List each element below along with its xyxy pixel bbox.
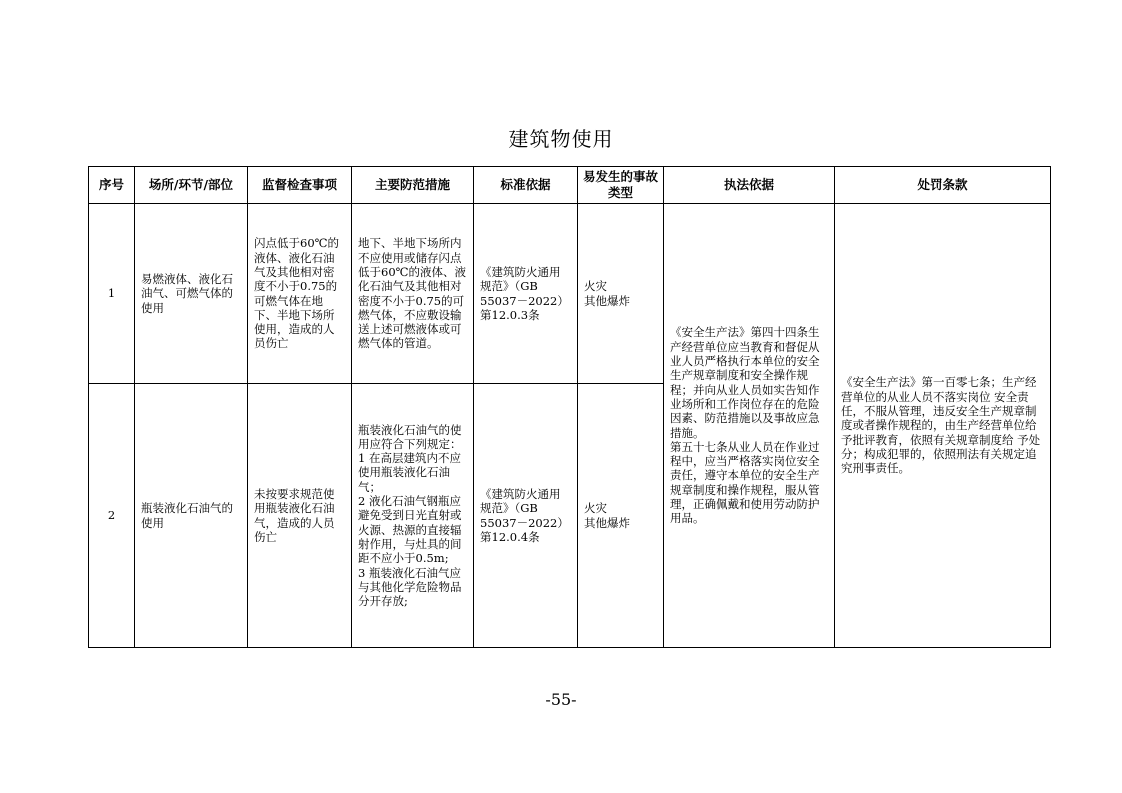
header-standard: 标准依据 bbox=[474, 167, 578, 204]
inspection-table bbox=[88, 166, 1051, 648]
row-inspection: 闪点低于60℃的液体、液化石油气及其他相对密度不小于0.75的可燃气体在地下、半地下场所使用，造成的人员伤亡 bbox=[248, 204, 352, 384]
row-index: 2 bbox=[89, 384, 135, 648]
penalty-cell: 《安全生产法》第一百零七条；生产经营单位的从业人员不落实岗位 安全责任，不服从管理，违反安全生产规章制度或者操作规程的，由生产经营单位给予批评教育，依照有关规章制度给 予处分；构成犯罪的，依照刑法有关规定追究刑事责任。 bbox=[835, 204, 1051, 648]
header-place: 场所/环节/部位 bbox=[135, 167, 248, 204]
row-inspection: 未按要求规范使用瓶装液化石油气，造成的人员伤亡 bbox=[248, 384, 352, 648]
row-standard: 《建筑防火通用规范》（GB 55037－2022）第12.0.3条 bbox=[474, 204, 578, 384]
header-penalty: 处罚条款 bbox=[835, 167, 1051, 204]
table-header-row bbox=[89, 167, 1051, 204]
page-title: 建筑物使用 bbox=[508, 127, 614, 151]
row-index: 1 bbox=[89, 204, 135, 384]
law-basis-cell: 《安全生产法》第四十四条生产经营单位应当教育和督促从业人员严格执行本单位的安全生产规章制度和安全操作规程；并向从业人员如实告知作业场所和工作岗位存在的危险因素、防范措施以及事故应急措施。 第五十七条从业人员在作业过程中，应当严格落实岗位安全责任，遵守本单位的安全生产规章制度和操作规程，服从管理，正确佩戴和使用劳动防护用品。 bbox=[664, 204, 835, 648]
row-standard: 《建筑防火通用规范》（GB 55037－2022）第12.0.4条 bbox=[474, 384, 578, 648]
header-measures: 主要防范措施 bbox=[352, 167, 474, 204]
header-law-basis: 执法依据 bbox=[664, 167, 835, 204]
row-place: 易燃液体、液化石油气、可燃气体的使用 bbox=[135, 204, 248, 384]
page-number: -55- bbox=[545, 690, 577, 709]
row-measures: 瓶装液化石油气的使用应符合下列规定： 1 在高层建筑内不应使用瓶装液化石油气； 2 液化石油气钢瓶应避免受到日光直射或火源、热源的直接辐射作用，与灶具的间距不应小于0.5m; 3 瓶装液化石油气应与其他化学危险物品分开存放; bbox=[352, 384, 474, 648]
table-row bbox=[89, 204, 1051, 384]
header-accident-type: 易发生的事故类型 bbox=[578, 167, 664, 204]
row-accident-type: 火灾 其他爆炸 bbox=[578, 384, 664, 648]
row-accident-type: 火灾 其他爆炸 bbox=[578, 204, 664, 384]
row-place: 瓶装液化石油气的使用 bbox=[135, 384, 248, 648]
header-inspection: 监督检查事项 bbox=[248, 167, 352, 204]
row-measures: 地下、半地下场所内不应使用或储存闪点低于60℃的液体、液化石油气及其他相对密度不小于0.75的可燃气体，不应敷设输送上述可燃液体或可燃气体的管道。 bbox=[352, 204, 474, 384]
header-index: 序号 bbox=[89, 167, 135, 204]
